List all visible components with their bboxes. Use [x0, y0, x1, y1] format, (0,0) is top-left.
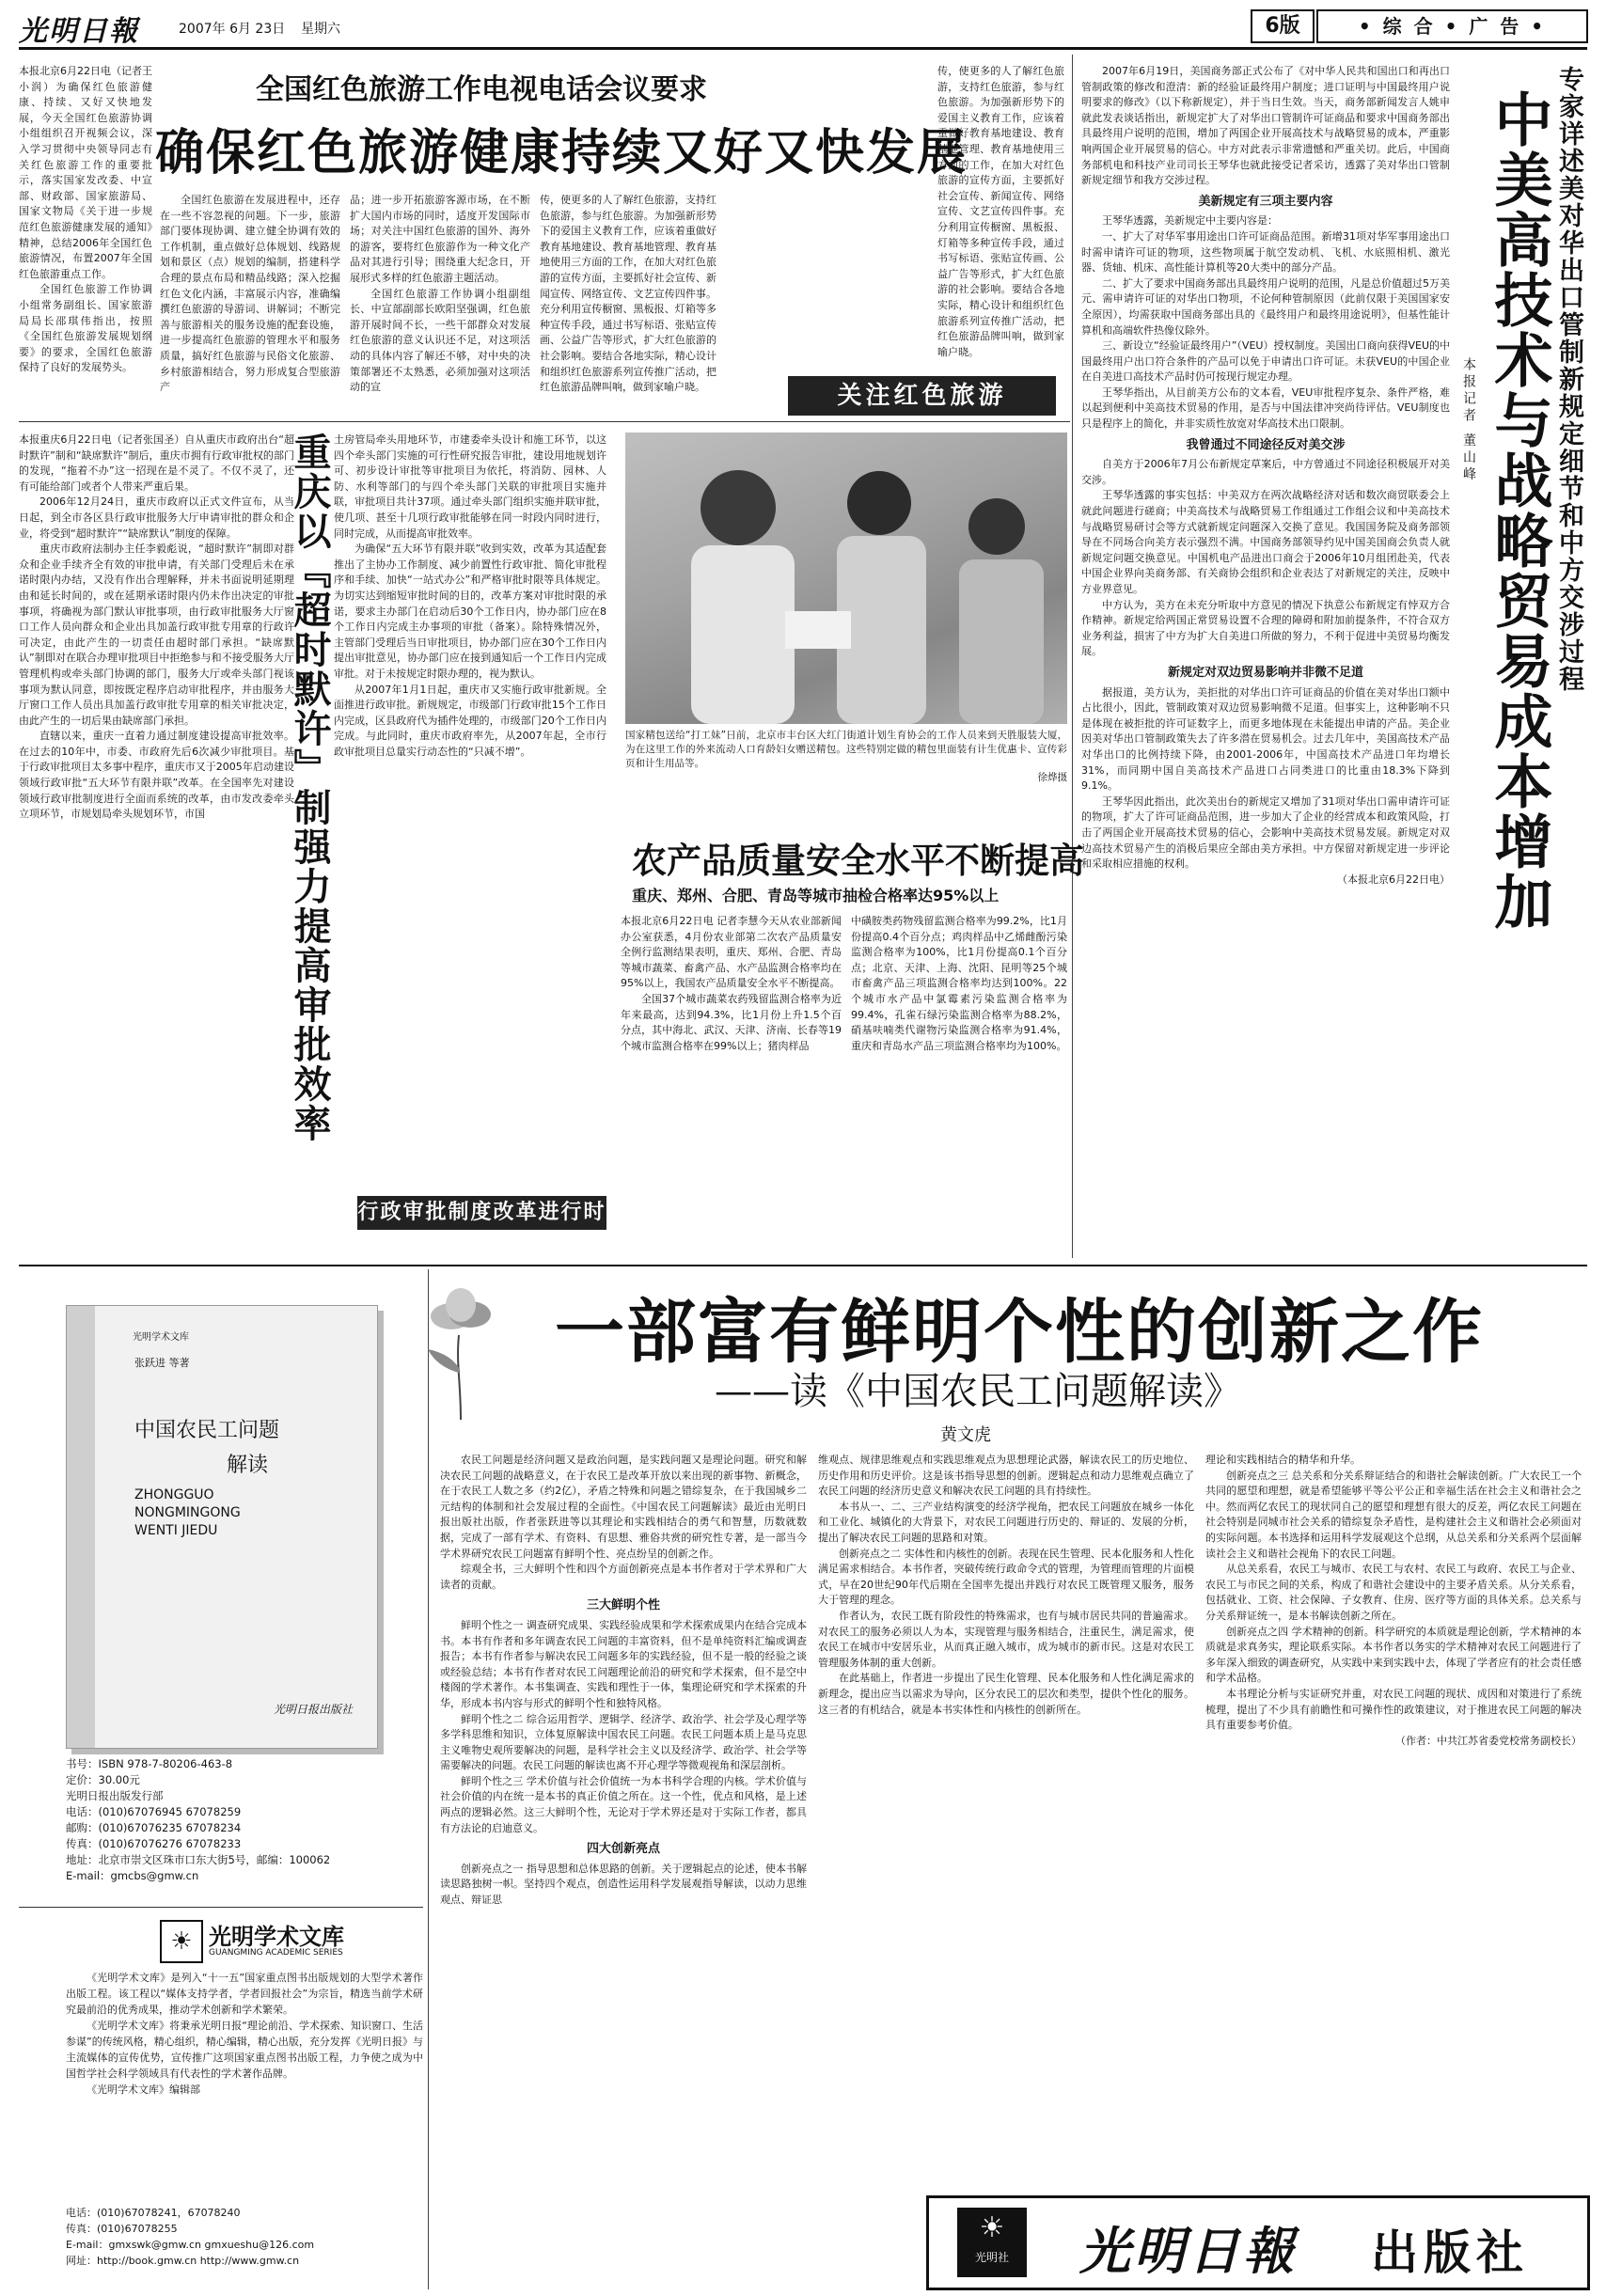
us-export-subhead-3: 新规定对双边贸易影响并非微不足道 [1167, 665, 1363, 680]
publisher-badge-text: 光明社 [974, 2251, 1009, 2264]
paragraph: 为确保“五大环节有限并联”收到实效，改革为其适配套推出了主协办工作制度、减少前置性行政审批、简化审批程序和手续、加快“一站式办公”和严格审批时限等具体规定。为切实达到缩短审批时间的目的，改革方案对审批时限的承诺，要求主办部门在启动后30个工作日内，协办部门应在8个工作日内完成主办事项的审批（备案）。除特殊情况外，主管部门受理后当日审批项目，协办部门应在30个工作日内提出审批意见，协办部门应在接到通知后一个工作日内完成审批。对于未按规定时限办理的，视为默认。 [334, 543, 606, 680]
paragraph: 鲜明个性之二 综合运用哲学、逻辑学、经济学、政治学、社会学及心理学等多学科思维和知识，立体复原解读中国农民工问题。农民工问题本质上是马克思主义唯物史观所要解决的问题，是科学社会主义以及经济学、政治学、社会学等需要解决的问题。农民工问题的解读也离不开心理学等微观视角和深层剖析。 [440, 1712, 807, 1772]
photo-caption: 国家精包送给“打工妹”日前，北京市丰台区大红门街道计划生育协会的工作人员来到天胜服装大厦，为在这里工作的外来流动人口育龄妇女赠送精包。这些特别定做的精包里面装有计生优惠卡、宣传彩页和计生用品等。 [625, 730, 1067, 769]
us-export-body [1081, 64, 1450, 1249]
paragraph: 本报重庆6月22日电（记者张国圣）自从重庆市政府出台“超时默许”制和“缺席默许”制后，重庆市拥有行政审批权的部门的发现，“拖着不办”这一招现在是不灵了。不仅不灵了，还有可能给部门或者个人带来严重后果。 [19, 433, 294, 493]
contact-line: 网址：http://book.gmw.cn http://www.gmw.cn [66, 2255, 300, 2267]
paragraph: 传，使更多的人了解红色旅游，支持红色旅游，参与红色旅游。为加强新形势下的爱国主义教育工作，应该着重做好教育基地建设、教育基地管理、教育基地使用三方面的工作，在加大对红色旅游的宣传方面，主要抓好社会宣传、新闻宣传、网络宣传、文艺宣传四件事。充分利用宣传橱窗、黑板报、灯箱等多种宣传手段，通过书写标语、张贴宣传画、公益广告等形式，扩大红色旅游的社会影响。要结合各地实际，精心设计和组织红色旅游系列宣传推广活动，把红色旅游品牌叫响，做到家喻户晓。 [540, 194, 716, 394]
paragraph: 品；进一步开拓旅游客源市场，在不断扩大国内市场的同时，适度开发国际市场；对关注中国红色旅游的国外、海外的游客，要将红色旅游作为一种文化产品对其进行引导；围绕重大纪念日，开展形式多样的红色旅游主题活动。 [350, 194, 530, 284]
paragraph: 全国红色旅游在发展进程中，还存在一些不容忽视的问题。下一步，旅游部门要体现协调、建立健全协调有效的工作机制，重点做好总体规划、线路规划和景区（点）规划的编制，搭建科学合理的景点布局和精品线路；深入挖掘红色文化内涵，丰富展示内容，准确编撰红色旅游的导游词、讲解词；不断完善与旅游相关的服务设施的配套设施，进一步提高红色旅游的管理水平和服务质量，搞好红色旅游与民俗文化旅游、乡村旅游相结合，努力形成复合型旅游产 [160, 194, 340, 394]
section-rule [19, 421, 1070, 422]
flower-icon [404, 1279, 517, 1420]
paragraph: 《光明学术文库》编辑部 [87, 2084, 200, 2096]
review-subhead: ——读《中国农民工问题解读》 [715, 1370, 1241, 1413]
book-info-line: 电话：(010)67076945 67078259 [66, 1805, 242, 1818]
agri-col2 [851, 914, 1067, 1234]
contact-line: 传真：(010)67078255 [66, 2223, 178, 2235]
paragraph: 王琴华透露，美新规定中主要内容是： [1102, 214, 1278, 228]
book-publisher: 光明日报出版社 [274, 1703, 354, 1716]
book-author: 张跃进 等著 [134, 1357, 190, 1369]
section-rule [19, 1265, 1587, 1266]
paragraph: 自美方于2006年7月公布新规定草案后，中方曾通过不同途径积极展开对美交涉。 [1081, 458, 1450, 486]
sun-icon: ☀ [979, 2211, 1005, 2244]
book-cover [66, 1305, 378, 1749]
masthead-rule [19, 47, 1587, 50]
paragraph: 本书从一、二、三产业结构演变的经济学视角，把农民工问题放在城乡一体化和工业化、城镇化的大背景下，对农民工问题进行历史的、辩证的、发展的分析，提出了解决农民工问题的思路和对策。 [818, 1500, 1194, 1544]
book-title: 中国农民工问题 [134, 1419, 280, 1442]
paragraph: 鲜明个性之三 学术价值与社会价值统一为本书科学合理的内核。学术价值与社会价值的内在统一是本书的真正价值之所在。这一个性，优点和风格，是上述两点的逻辑必然。这三大鲜明个性，无论对于学术界还是对于实际工作者，都具有方法论的启迪意义。 [440, 1774, 807, 1834]
masthead-logo: 光明日報 [19, 15, 139, 48]
news-photo [625, 432, 1067, 724]
paragraph: 王琴华透露的事实包括：中美双方在两次战略经济对话和数次商贸联委会上就此问题进行磋商；中美高技术与战略贸易工作组通过工作组会议和中美高技术与战略贸易研讨会等方式就新规定问题深入交换了意见。我国国务院及商务部领导在不同场合向美方表示强烈不满。中国商务部领导约见中国美国商会负责人就新规定问题交换意见。中国机电产品进出口商会于2006年10月组团赴美，代表中国企业界向美商务部、有关商协会组织和企业表达了对新规定的关注，反映中方业界意见。 [1081, 489, 1450, 595]
column-rule [428, 1269, 429, 2289]
paragraph: 理论和实践相结合的精华和升华。 [1205, 1454, 1361, 1466]
paragraph: 创新亮点之四 学术精神的创新。科学研究的本质就是理论创新，学术精神的本质就是求真务实，理论联系实际。本书作者以务实的学术精神对农民工问题进行了多年深入细致的调查研究，从实践中来到实践中去，体现了学者应有的社会责任感和学术品格。 [1205, 1625, 1582, 1685]
review-author: 黄文虎 [940, 1425, 991, 1445]
red-tourism-kicker: 全国红色旅游工作电视电话会议要求 [256, 73, 707, 106]
paragraph: 中磺胺类药物残留监测合格率为99.2%，比1月份提高0.4个百分点；鸡肉样品中乙烯雌酚污染监测合格率为100%，比1月份提高0.1个百分点；北京、天津、上海、沈阳、昆明等25个城市畜禽产品三项监测合格率均达到100%。22个城市水产品中氯霉素污染监测合格率为99.4%，孔雀石绿污染监测合格率为88.2%，硝基呋喃类代谢物污染监测合格率为91.4%，重庆和青岛水产品三项监测合格率均为100%。 [851, 915, 1067, 1052]
chongqing-headline: 重庆以『超时默许』制强力提高审批效率 [288, 432, 332, 1143]
chongqing-banner: 行政审批制度改革进行时 [357, 1196, 606, 1230]
paragraph: 全国37个城市蔬菜农药残留监测合格率为近年来最高，达到94.3%，比1月份上升1.5个百分点，其中海北、武汉、天津、济南、长春等19个城市监测合格率在99%以上；猪肉样品 [621, 992, 842, 1052]
chongqing-col1 [19, 432, 294, 1250]
agri-col1 [621, 914, 842, 1234]
review-col2 [818, 1453, 1194, 2191]
us-export-subhead-1: 美新规定有三项主要内容 [1198, 194, 1333, 209]
paragraph: 传，使更多的人了解红色旅游，支持红色旅游，参与红色旅游。为加强新形势下的爱国主义教育工作，应该着重做好教育基地建设、教育基地管理、教育基地使用三方面的工作，在加大对红色旅游的宣传方面，主要抓好社会宣传、新闻宣传、网络宣传、文艺宣传四件事。充分利用宣传橱窗、黑板报、灯箱等多种宣传手段，通过书写标语、张贴宣传画、公益广告等形式，扩大红色旅游的社会影响。要结合各地实际，精心设计和组织红色旅游系列宣传推广活动，把红色旅游品牌叫响，做到家喻户晓。 [937, 65, 1064, 358]
publisher-text: 出版社 [1371, 2225, 1529, 2280]
series-contacts [66, 2205, 423, 2280]
photo-figures [625, 432, 1067, 724]
paragraph: 二、扩大了要求中国商务部出具最终用户说明的范围，凡是总价值超过5万美元、需申请许可证的对华出口物项，不论何种管制原因（此前仅限于美国国家安全原因），均需获取中国商务部出具的《最终用户和最终用途说明》，但基性能计算机和高端软件热像仪除外。 [1081, 276, 1450, 337]
paragraph: 从2007年1月1日起，重庆市又实施行政审批新规。全面推进行政审批。新规规定，市级部门行政审批15个工作日内完成，区县政府代为插件处理的，市级部门20个工作日内完成。与此同时，重庆市政府率先，从2007年起，全市行政审批项目总量实行动态性的“只减不增”。 [334, 683, 606, 758]
masthead [19, 8, 1589, 47]
masthead-date: 2007年 6月 23日 [179, 22, 286, 37]
publisher-logo: 光明日報 [1079, 2221, 1298, 2281]
paragraph: 王琴华因此指出，此次美出台的新规定又增加了31项对华出口需申请许可证的物项，扩大了许可证商品范围，进一步加大了企业的经营成本和政策风险，打击了两国企业开展高技术贸易的信心，会影响中美高技术贸易发展。新规定对双边高技术贸易产生的消极后果应全部由美方承担。中方保留对新规定进一步评论和采取相应措施的权利。 [1081, 794, 1450, 871]
series-logo-icon: ☀ [160, 1920, 203, 1963]
paragraph: 《光明学术文库》将秉承光明日报“理论前沿、学术探索、知识窗口、生活参谋”的传统风格，精心组织，精心编辑，精心出版，充分发挥《光明日报》与主流媒体的宣传优势，宣传推广这项国家重点图书出版工程，力争使之成为中国哲学社会科学领域具有代表性的学术著作品牌。 [66, 2020, 423, 2080]
paragraph: 王琴华指出，从目前美方公布的文本看，VEU审批程序复杂、条件严格，难以起到便利中美高技术贸易的作用，是否与中国法律冲突尚待评估。VEU制度也只是程序上的简化，并非实质性放宽对华高技术出口限制。 [1081, 385, 1450, 431]
photo-caption-box [625, 729, 1067, 794]
paragraph: 创新亮点之一 指导思想和总体思路的创新。关于逻辑起点的论述，使本书解读思路独树一帜。坚持四个观点，创造性运用科学发展观指导解读，以动力思维观点、辩证思 [440, 1862, 807, 1907]
red-tourism-col4 [540, 193, 716, 404]
paragraph: 《光明学术文库》是列入“十一五”国家重点图书出版规划的大型学术著作出版工程。该工程以“媒体支持学者，学者回报社会”为宗旨，精选当前学术研究最前沿的优秀成果，推动学术创新和学术繁荣。 [66, 1972, 423, 2016]
paragraph: 三、新设立“经验证最终用户”（VEU）授权制度。美国出口商向获得VEU的中国最终用户出口符合条件的产品可以免于申请出口许可证。未获VEU的中国企业在自美进口高技术产品时仍可按现行规定办理。 [1081, 339, 1450, 384]
paragraph: 重庆市政府法制办主任李毅彪说，“超时默许”制即对群众和企业手续齐全有效的审批申请，有关部门受理后未在承诺时限内办结，又没有作出合理解释，并未书面说明延期理由和延长时间的，或在延期承诺时限内仍未作出决定的审批事项，将确视为部门默认审批事项，由行政审批服务大厅窗口工作人员向群众和企业出具加盖行政审批专用章的行政许可决定，由此产生的一切责任由超时部门承担。“缺席默认”制即对在联合办理审批项目中拒绝参与和不接受服务大厅管理机构或牵头部门协调的部门，服务大厅或牵头部门视该事项为默认同意，即按既定程序启动审批程序，并由服务大厅窗口工作人员出具加盖行政审批专用章的相关审批决定，由此产生的一切后果由缺席部门承担。 [19, 543, 294, 727]
photo-credit: 徐烨摄 [1037, 772, 1067, 783]
column-rule [1072, 55, 1073, 1258]
publisher-ad [926, 2195, 1590, 2290]
review-col1 [440, 1453, 807, 2289]
red-tourism-col2 [160, 193, 340, 404]
book-info-line: 传真：(010)67076276 67078233 [66, 1837, 242, 1850]
flower-illustration [404, 1279, 517, 1420]
red-tourism-col1 [19, 64, 152, 412]
paragraph: 2006年12月24日，重庆市政府以正式文件宣布，从当日起，到全市各区县行政审批服务大厅申请审批的群众和企业，将受到“超时默许”“缺席默认”制度的保障。 [19, 495, 294, 540]
red-tourism-col3 [350, 193, 530, 404]
paragraph: 据报道，美方认为，美拒批的对华出口许可证商品的价值在美对华出口额中占比很小，因此，管制政策对双边贸易影响微不足道。但事实上，这种影响不只是体现在被拒批的许可证数字上，而更多地体现在未能提出申请的产品。美企业因美对华出口管制政策失去了许多潜在贸易机会。过去几年中，美国高技术产品对华出口的比例持续下降，由2001-2006年，中国高技术产品进口年均增长31%，而同期中国自美高技术产品进口占同类进口的比重由18.3%下降到9.1%。 [1081, 685, 1450, 793]
contact-line: 电话：(010)67078241，67078240 [66, 2207, 241, 2219]
paragraph: 从总关系看，农民工与城市、农民工与农村、农民工与政府、农民工与企业、农民工与市民之间的关系，构成了和谐社会建设中的主要矛盾关系。从分关系看，包括就业、工资、社会保障、子女教育、住房、医疗等方面的具体关系。总关系与分关系辩证统一，是本书解读创新之所在。 [1205, 1563, 1582, 1622]
paragraph: 本报北京6月22日电 记者李慧今天从农业部新闻办公室获悉，4月份农业部第二次农产品质量安全例行监测结果表明，重庆、郑州、合肥、青岛等城市蔬菜、畜禽产品、水产品监测合格率均在95%以上，我国农产品质量安全水平不断提高。 [621, 915, 842, 990]
us-export-byline: 本报记者 董山峰 [1461, 357, 1476, 484]
book-info-line: 定价：30.00元 [66, 1773, 140, 1786]
book-info-line: E-mail：gmcbs@gmw.cn [66, 1869, 199, 1882]
paragraph: 本书理论分析与实证研究并重，对农民工问题的现状、成因和对策进行了系统梳理，提出了不少具有前瞻性和可操作性的政策建议，对于推进农民工问题的解决具有重要参考价值。 [1205, 1687, 1582, 1732]
us-export-headline: 中美高技术与战略贸易成本增加 [1485, 89, 1553, 932]
red-tourism-banner: 关注红色旅游 [788, 376, 1056, 416]
book-spine [67, 1306, 95, 1748]
book-pinyin: ZHONGGUO NONGMINGONG WENTI JIEDU [134, 1487, 241, 1538]
agri-subhead: 重庆、郑州、合肥、青岛等城市抽检合格率达95%以上 [632, 887, 1000, 904]
dateline: （本报北京6月22日电） [1337, 873, 1450, 886]
paragraph: 一、扩大了对华军事用途出口许可证商品范围。新增31项对华军事用途出口时需申请许可证的物项，这些物项属于航空发动机、飞机、水底照相机、激光器、货轴、机床、高性能计算机等20大类中的部分产品。 [1081, 229, 1450, 275]
paragraph: 全国红色旅游工作协调小组常务副组长、国家旅游局局长邵琪伟指出，按照《全国红色旅游发展规划纲要》的要求，全国红色旅游保持了良好的发展势头。 [19, 283, 152, 374]
section-label: • 综 合 • 广 告 • [1316, 9, 1588, 43]
book-info-line: 地址：北京市崇文区珠市口东大街5号，邮编：100062 [66, 1853, 331, 1866]
paragraph: 在此基础上，作者进一步提出了民生化管理、民本化服务和人性化满足需求的新理念，提出应当以需求为导向，区分农民工的层次和类型，提供个性化的服务。这三者的有机结合，就是本书实体性和内核性的创新所在。 [818, 1672, 1194, 1716]
red-tourism-col5 [937, 64, 1064, 358]
book-info [66, 1756, 404, 1897]
masthead-weekday: 星期六 [301, 22, 340, 37]
paragraph: 本报北京6月22日电（记者王小润）为确保红色旅游健康、持续、又好又快地发展，今天全国红色旅游协调小组组织召开视频会议，深入学习贯彻中央领导同志有关红色旅游工作的重要批示，落实国家发改委、中宣部、财政部、国家旅游局、国家文物局《关于进一步规范红色旅游健康发展的通知》精神，总结2006年全国红色旅游情况，布置2007年全国红色旅游重点工作。 [19, 65, 152, 280]
book-info-line: 邮购：(010)67076235 67078234 [66, 1821, 242, 1834]
paragraph: 农民工问题是经济问题又是政治问题，是实践问题又是理论问题。研究和解决农民工问题的战略意义，在于农民工是改革开放以来出现的新事物、新概念，在于农民工人数之多（约2亿），矛盾之特殊和问题之错综复杂，在于我国城乡二元结构的体制和社会发展过程的全面性。《中国农民工问题解读》最近由光明日报出版社出版，作者张跃进等以其理论和实践相结合的勇气和智慧，历数就数据，完成了一部有学术、有资料、有思想、雅俗共赏的研究性专著，是一部当今学术界研究农民工问题富有鲜明个性、亮点纷呈的创新之作。 [440, 1454, 807, 1560]
paragraph: 维观点、规律思维观点和实践思维观点为思想理论武器，解读农民工的历史地位、历史作用和历史评价。这是该书指导思想的创新。逻辑起点和动力思维观点确立了农民工问题的经济历史意义和解决农民工问题的具有持续性。 [818, 1454, 1194, 1498]
review-headline: 一部富有鲜明个性的创新之作 [555, 1292, 1484, 1373]
paragraph: 土房管局牵头用地环节，市建委牵头设计和施工环节，以这四个牵头部门实施的可行性研究报告审批，建设用地规划许可、初步设计审批等审批项目为依托，将消防、园林、人防、水利等部门的与四个牵头部门关联的审批项目实施并联，审批项目共计37项。通过牵头部门组织实施并联审批，使几项、甚至十几项行政审批能够在同一时段内同时进行，同时完成，从而提高审批效率。 [334, 433, 606, 540]
chongqing-col2 [334, 432, 606, 1189]
book-title-2: 解读 [227, 1454, 269, 1477]
series-logo-en: GUANGMING ACADEMIC SERIES [209, 1948, 343, 1958]
paragraph: 全国红色旅游工作协调小组副组长、中宣部副部长欧阳坚强调，红色旅游开展时间不长，一些干部群众对发展红色旅游的意义认识还不足，对这项活动的具体内容了解还不够，对中央的决策部署还不太熟悉，必须加强对这项活动的宣 [350, 287, 530, 394]
book-info-line: 光明日报出版发行部 [66, 1789, 164, 1802]
paragraph: 中方认为，美方在未充分听取中方意见的情况下执意公布新规定有悖双方合作精神。新规定给两国正常贸易设置不合理的障碍和附加前提条件，不符合双方业务利益，损害了中方为扩大自美进口所做的努力，不利于促进中美贸易均衡发展。 [1081, 598, 1450, 658]
us-export-subhead-2: 我曾通过不同途径反对美交涉 [1186, 437, 1346, 452]
agri-headline: 农产品质量安全水平不断提高 [632, 840, 1084, 881]
section-rule [19, 1907, 423, 1908]
paragraph: 创新亮点之三 总关系和分关系辩证结合的和谐社会解读创新。广大农民工一个共同的愿望和理想，就是希望能够平等公平公正和幸福生活在社会主义和谐社会之中。然而两亿农民工的现状同自己的愿望和理想有很大的反差，两亿农民工问题在社会特别是同城市社会关系的错综复杂矛盾性，是构建社会主义和谐社会必须面对的实际问题。本书选择和运用科学发展观这个总纲，从总关系和分关系两个层面解读社会主义和谐社会视角下的农民工问题。 [1205, 1469, 1582, 1560]
us-export-subhead: 专家详述美对华出口管制新规定细节和中方交涉过程 [1554, 66, 1583, 693]
paragraph: 鲜明个性之一 调查研究成果、实践经验成果和学术探索成果内在结合完成本书。本书有作者和多年调查农民工问题的丰富资料，但不是单纯资料汇编或调查报告；本书有作者参与解决农民工问题多年的实践经验，但不是一般的经验之谈或经验总结；本书有作者对农民工问题理论前沿的研究和学术探索，但不是空中楼阁的学术著作。本书集调查、实践和理性于一体，集理论研究和学术探索的升华，形成本书内容与形式的鲜明个性和独特风格。 [440, 1618, 807, 1709]
publisher-badge [957, 2208, 1027, 2277]
review-col3 [1205, 1453, 1582, 2195]
page-number: 6版 [1251, 9, 1315, 43]
red-tourism-headline: 确保红色旅游健康持续又好又快发展 [155, 124, 968, 181]
series-desc [66, 1970, 423, 2200]
review-subhead-1: 三大鲜明个性 [586, 1598, 660, 1613]
book-info-line: 书号：ISBN 978-7-80206-463-8 [66, 1757, 233, 1770]
series-logo-cn: 光明学术文库 [209, 1924, 344, 1950]
review-subhead-2: 四大创新亮点 [586, 1842, 660, 1857]
paragraph: 直辖以来，重庆一直着力通过制度建设提高审批效率。在过去的10年中，市委、市政府先后6次减少审批项目。基于行政审批项目太多事中程序，重庆市又于2005年启动建设领域行政审批“五大环节有限并联”改革。在全国率先对建设领域行政审批制度进行全面而系统的改革，由市发改委牵头立项环节，市规划局牵头规划环节，市国 [19, 730, 294, 821]
paragraph: 综观全书，三大鲜明个性和四个方面创新亮点是本书作者对于学术界和广大读者的贡献。 [440, 1563, 807, 1591]
paragraph: 创新亮点之二 实体性和内核性的创新。表现在民生管理、民本化服务和人性化满足需求相结合。本书作者，突破传统行政命令式的管理，为管理而管理的片面模式，早在20世纪90年代后期在全国率先提出并践行对农民工既管理又服务，服务大于管理的理念。 [818, 1547, 1194, 1607]
review-footer: （作者：中共江苏省委党校常务副校长） [1395, 1734, 1582, 1747]
contact-line: E-mail：gmxswk@gmw.cn gmxueshu@126.com [66, 2239, 315, 2251]
book-series: 光明学术文库 [133, 1332, 189, 1343]
paragraph: 2007年6月19日，美国商务部正式公布了《对中华人民共和国出口和再出口管制政策的修改和澄清：新的经验证最终用户制度；进口证明与中国最终用户说明要求的修改》（以下称新规定），并于当日生效。当天，商务部新闻发言人姚申就此发表谈话指出，新规定扩大了对华出口管制许可证商品和要求中国商务部出具最终用户说明的范围，增加了两国企业开展高技术与战略贸易的成本，严重影响两国企业开展贸易的信心。中方对此表示非常遗憾和严重关切。此后，中国商务部机电和科技产业司司长王琴华也就此接受记者采访，透露了美对华出口管制新规定细节和我方交涉过程。 [1081, 65, 1450, 187]
paragraph: 作者认为，农民工既有阶段性的特殊需求，也有与城市居民共同的普遍需求。对农民工的服务必须以人为本，实现管理与服务相结合，注重民生，满足需求，使农民工在城市中安居乐业，从而真正融入城市，成为城市的新市民。这是对农民工管理服务体制的重大创新。 [818, 1609, 1194, 1669]
